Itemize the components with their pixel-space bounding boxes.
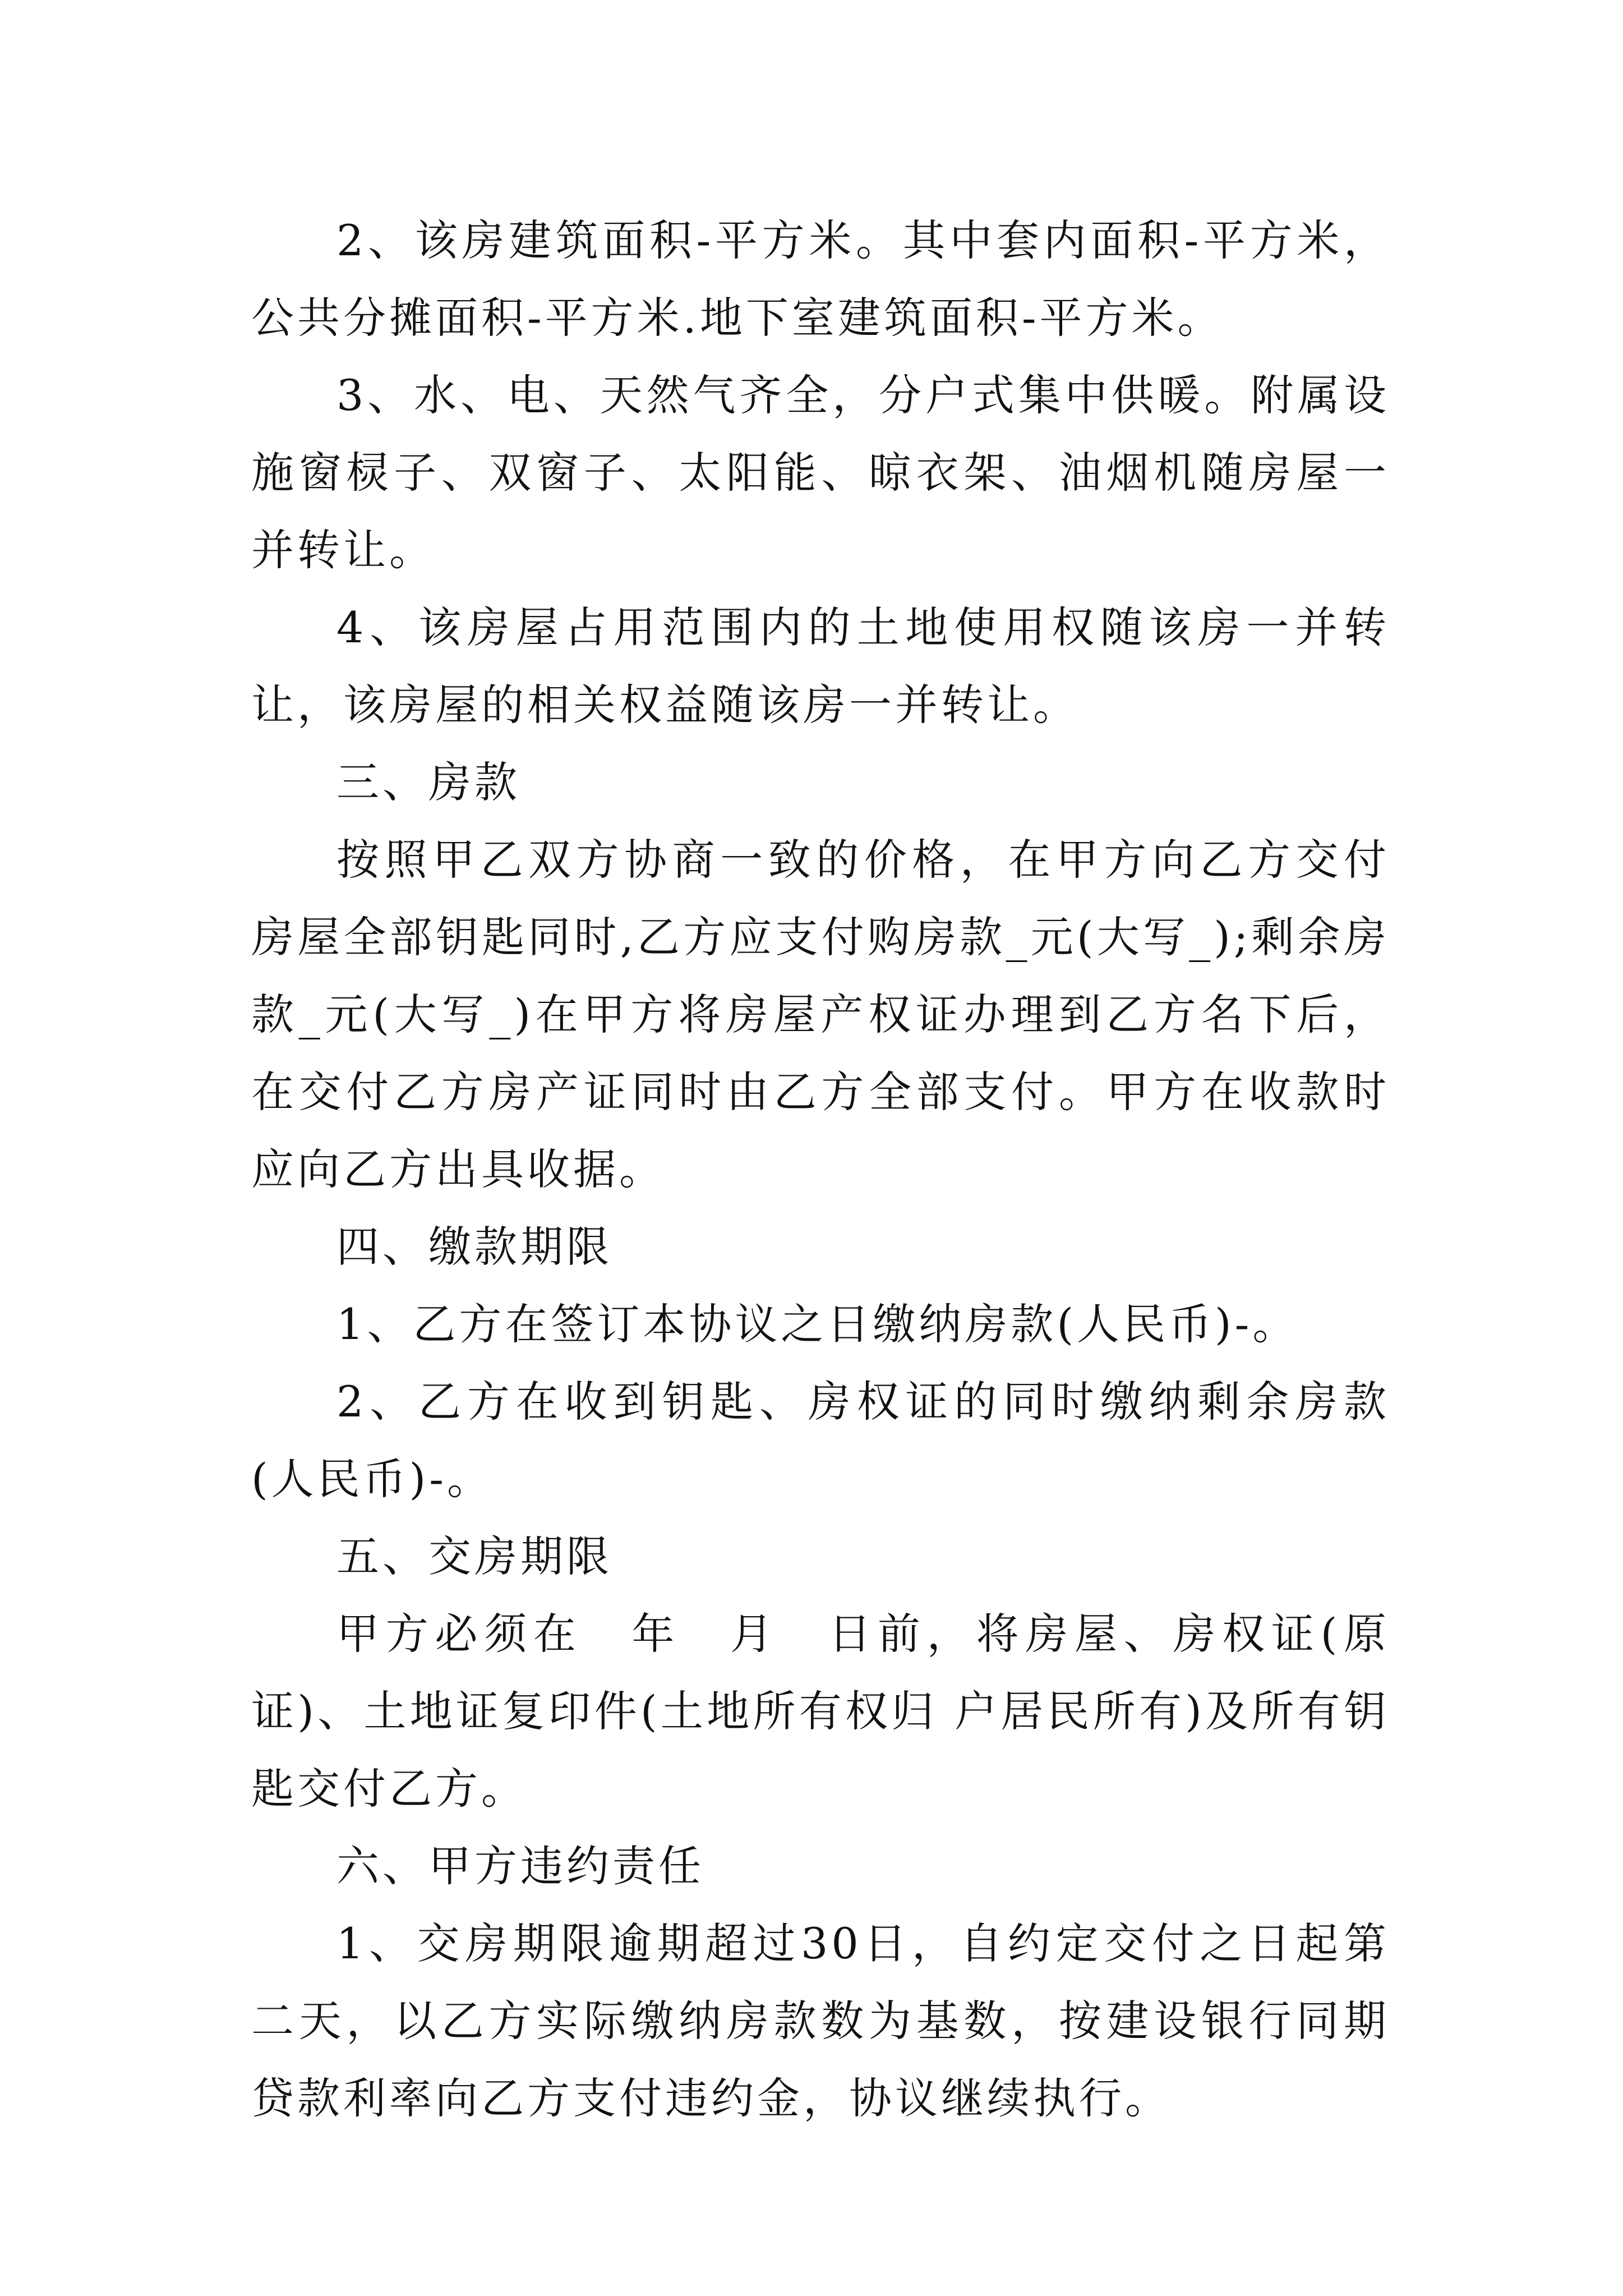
- clause-utilities-paragraph: 3、水、电、天然气齐全，分户式集中供暖。附属设施窗棂子、双窗子、太阳能、晾衣架、油烟机随房屋一并转让。: [251, 370, 1390, 575]
- clause-area-paragraph: 2、该房建筑面积-平方米。其中套内面积-平方米，公共分摊面积-平方米.地下室建筑面积-平方米。: [251, 215, 1390, 343]
- section-heading-party-a-liability: 六、甲方违约责任: [336, 1841, 704, 1891]
- document-body: [251, 202, 1390, 2137]
- payment-paragraph: 按照甲乙双方协商一致的价格，在甲方向乙方交付房屋全部钥匙同时,乙方应支付购房款_元(大写_);剩余房款_元(大写_)在甲方将房屋产权证办理到乙方名下后，在交付乙方房产证同时由乙方全部支付。甲方在收款时应向乙方出具收据。: [251, 835, 1390, 1194]
- handover-paragraph: 甲方必须在 年 月 日前，将房屋、房权证(原证)、土地证复印件(土地所有权归 户居民所有)及所有钥匙交付乙方。: [251, 1609, 1390, 1814]
- clause-land-rights-paragraph: 4、该房屋占用范围内的土地使用权随该房一并转让，该房屋的相关权益随该房一并转让。: [251, 602, 1390, 730]
- section-heading-payment: 三、房款: [336, 757, 520, 807]
- section-heading-handover-deadline: 五、交房期限: [336, 1531, 612, 1581]
- payment-deadline-item-1: 1、乙方在签订本协议之日缴纳房款(人民币)-。: [336, 1299, 1299, 1349]
- payment-deadline-item-2: 2、乙方在收到钥匙、房权证的同时缴纳剩余房款(人民币)-。: [251, 1377, 1390, 1504]
- party-a-liability-item-1: 1、交房期限逾期超过30日，自约定交付之日起第二天，以乙方实际缴纳房款数为基数，按建设银行同期贷款利率向乙方支付违约金，协议继续执行。: [251, 1918, 1390, 2123]
- section-heading-payment-deadline: 四、缴款期限: [336, 1222, 612, 1272]
